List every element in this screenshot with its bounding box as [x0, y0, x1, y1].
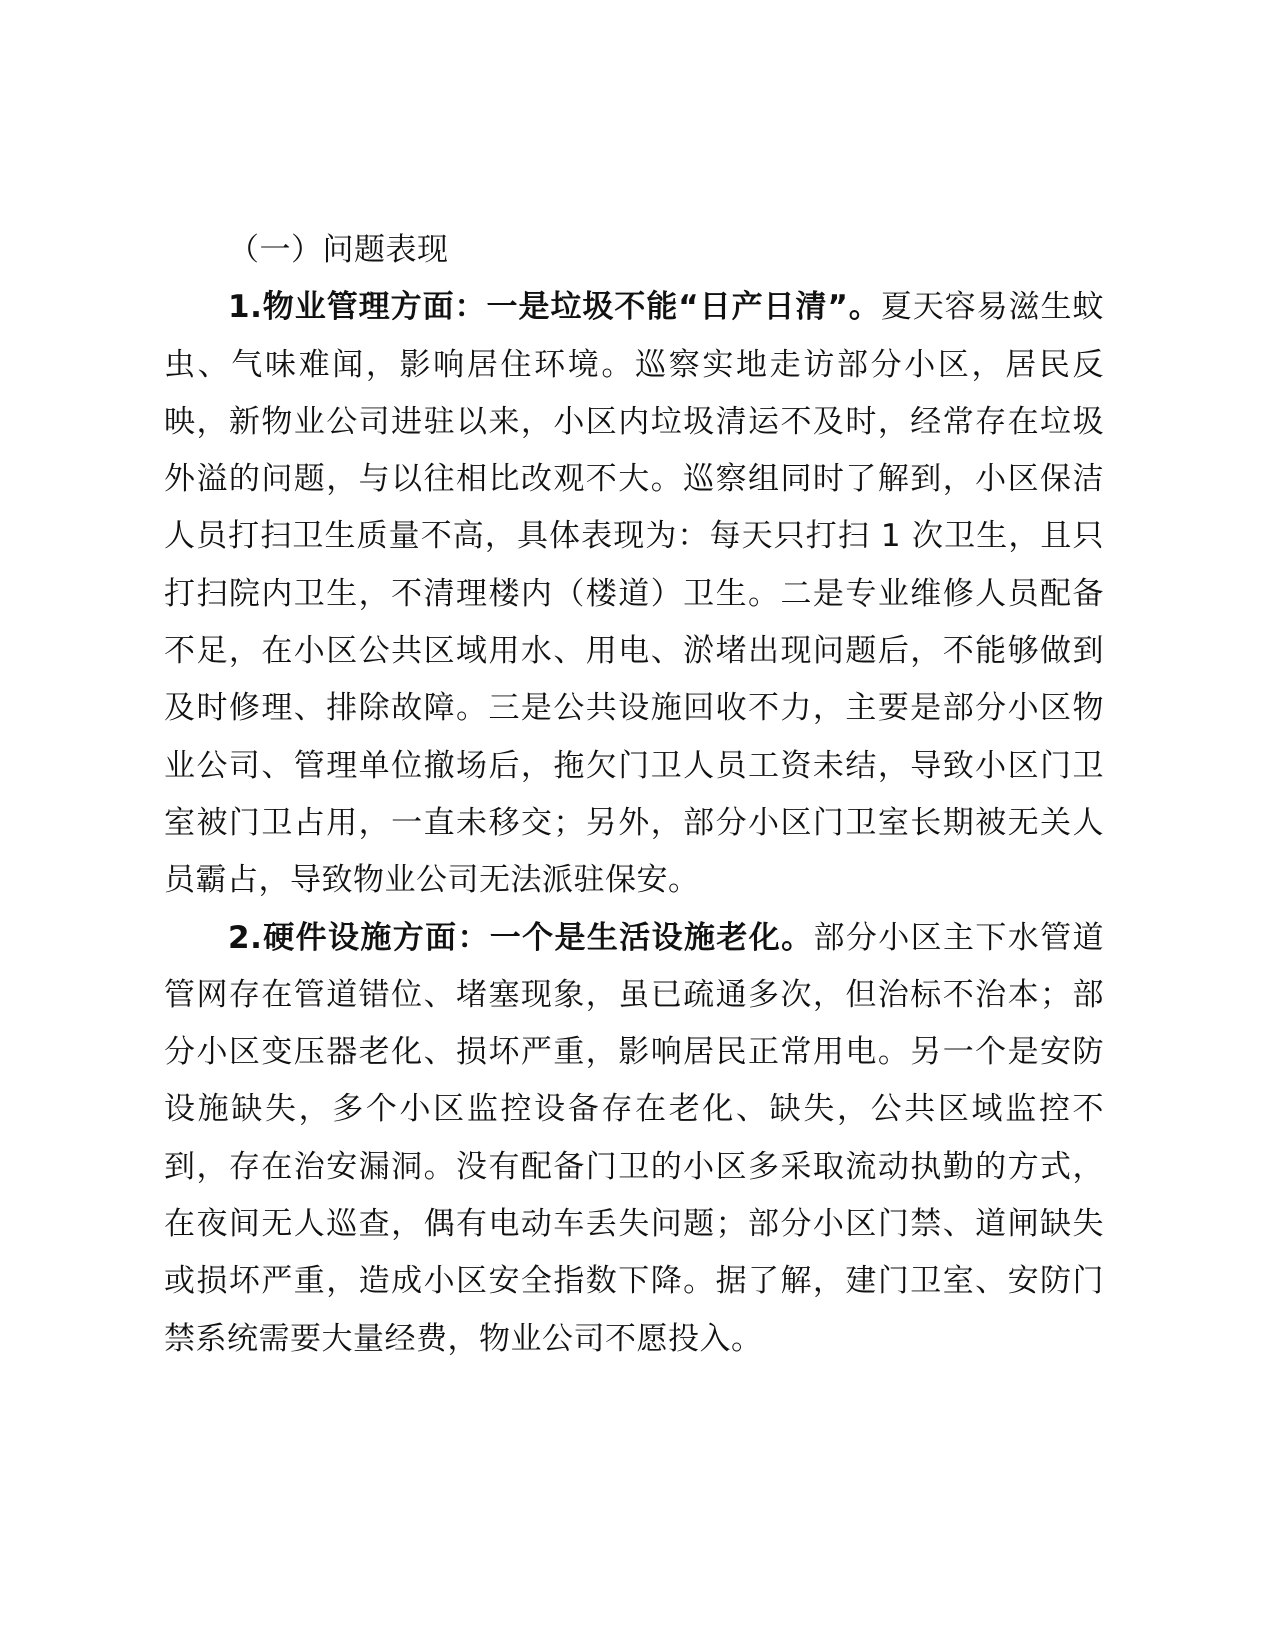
- paragraph-body: 夏天容易滋生蚊虫、气味难闻，影响居住环境。巡察实地走访部分小区，居民反映，新物业公司进驻以来，小区内垃圾清运不及时，经常存在垃圾外溢的问题，与以往相比改观不大。巡察组同时了解到，小区保洁人员打扫卫生质量不高，具体表现为：每天只打扫 1 次卫生，且只打扫院内卫生，不清理楼内（楼道）卫生。二是专业维修人员配备不足，在小区公共区域用水、用电、淤堵出现问题后，不能够做到及时修理、排除故障。三是公共设施回收不力，主要是部分小区物业公司、管理单位撤场后，拖欠门卫人员工资未结，导致小区门卫室被门卫占用，一直未移交；另外，部分小区门卫室长期被无关人员霸占，导致物业公司无法派驻保安。: [164, 289, 1105, 899]
- paragraph-property-management: [164, 279, 1104, 909]
- paragraph-body: 部分小区主下水管道管网存在管道错位、堵塞现象，虽已疏通多次，但治标不治本；部分小区变压器老化、损坏严重，影响居民正常用电。另一个是安防设施缺失，多个小区监控设备存在老化、缺失，公共区域监控不到，存在治安漏洞。没有配备门卫的小区多采取流动执勤的方式，在夜间无人巡查，偶有电动车丢失问题；部分小区门禁、道闸缺失或损坏严重，造成小区安全指数下降。据了解，建门卫室、安防门禁系统需要大量经费，物业公司不愿投入。: [164, 919, 1104, 1357]
- document-body: [164, 222, 1104, 1368]
- paragraph-lead: 2.硬件设施方面：一个是生活设施老化。: [228, 919, 814, 956]
- paragraph-hardware-facilities: [164, 910, 1104, 1368]
- paragraph-lead: 1.物业管理方面：一是垃圾不能“日产日清”。: [228, 289, 881, 326]
- section-heading: （一）问题表现: [228, 232, 449, 268]
